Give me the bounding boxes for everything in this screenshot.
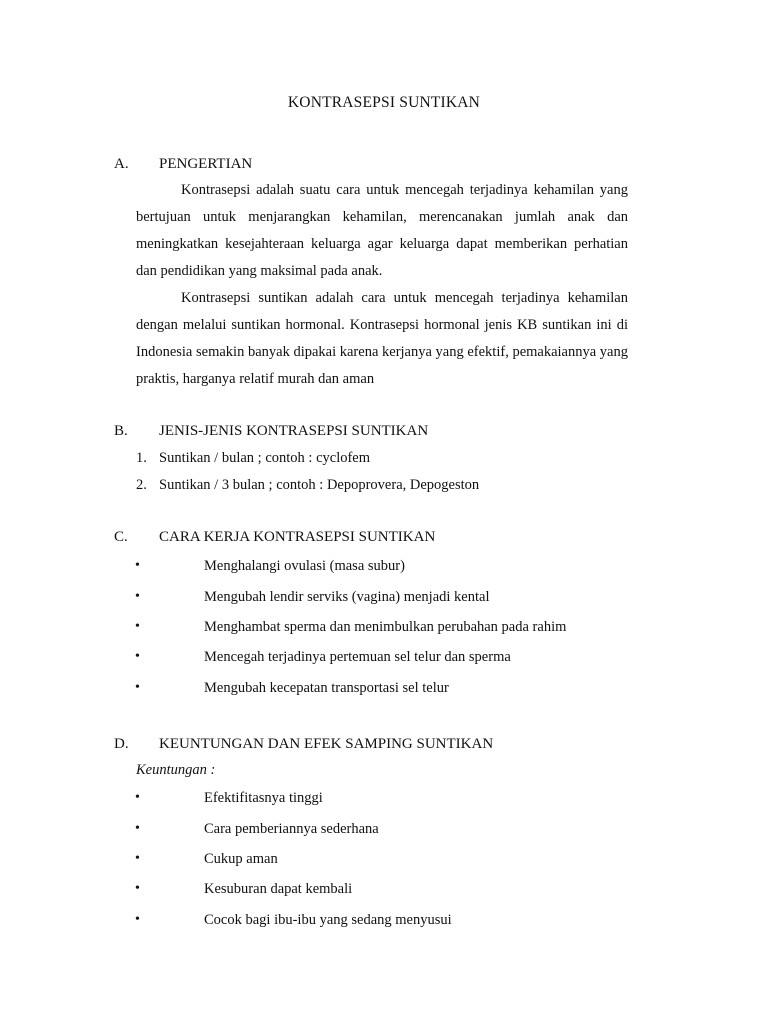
bullet-item-text: Mengubah kecepatan transportasi sel telur bbox=[204, 680, 449, 696]
bullet-icon: • bbox=[135, 649, 140, 664]
list-item-text: Suntikan / 3 bulan ; contoh : Depoprovera, Depogeston bbox=[159, 477, 480, 493]
bullet-icon: • bbox=[135, 790, 140, 805]
section-a-paragraph-1: Kontrasepsi adalah suatu cara untuk mencegah terjadinya kehamilan yang bertujuan untuk menjarangkan kehamilan, merencanakan jumlah anak dan meningkatkan kesejahteraan keluarga agar keluarga dapat memberikan perhatian dan pendidikan yang maksimal pada anak. bbox=[136, 182, 628, 279]
list-item-text: Suntikan / bulan ; contoh : cyclofem bbox=[159, 450, 371, 466]
section-c-letter: C. bbox=[114, 529, 128, 545]
bullet-item-text: Mencegah terjadinya pertemuan sel telur dan sperma bbox=[204, 649, 511, 665]
bullet-item-text: Menghambat sperma dan menimbulkan perubahan pada rahim bbox=[204, 619, 567, 635]
section-d-heading: KEUNTUNGAN DAN EFEK SAMPING SUNTIKAN bbox=[159, 736, 494, 752]
bullet-icon: • bbox=[135, 821, 140, 836]
bullet-item-text: Efektifitasnya tinggi bbox=[204, 790, 323, 806]
document-title: KONTRASEPSI SUNTIKAN bbox=[287, 94, 481, 111]
section-c-heading: CARA KERJA KONTRASEPSI SUNTIKAN bbox=[159, 529, 436, 545]
bullet-icon: • bbox=[135, 851, 140, 866]
bullet-item-text: Kesuburan dapat kembali bbox=[204, 881, 353, 897]
bullet-icon: • bbox=[135, 881, 140, 896]
section-a-letter: A. bbox=[114, 156, 129, 172]
section-d-subheading: Keuntungan : bbox=[136, 762, 216, 778]
bullet-item-text: Cara pemberiannya sederhana bbox=[204, 821, 379, 837]
list-item-number: 1. bbox=[136, 450, 147, 466]
bullet-icon: • bbox=[135, 558, 140, 573]
section-a-heading: PENGERTIAN bbox=[159, 156, 253, 172]
bullet-item-text: Menghalangi ovulasi (masa subur) bbox=[204, 558, 405, 574]
section-d-letter: D. bbox=[114, 736, 129, 752]
bullet-icon: • bbox=[135, 619, 140, 634]
bullet-icon: • bbox=[135, 912, 140, 927]
list-item-number: 2. bbox=[136, 477, 147, 493]
bullet-item-text: Cocok bagi ibu-ibu yang sedang menyusui bbox=[204, 912, 452, 928]
bullet-icon: • bbox=[135, 680, 140, 695]
bullet-icon: • bbox=[135, 589, 140, 604]
bullet-item-text: Cukup aman bbox=[204, 851, 278, 867]
section-b-heading: JENIS-JENIS KONTRASEPSI SUNTIKAN bbox=[159, 423, 429, 439]
section-b-letter: B. bbox=[114, 423, 128, 439]
bullet-item-text: Mengubah lendir serviks (vagina) menjadi kental bbox=[204, 589, 490, 605]
section-a-paragraph-2: Kontrasepsi suntikan adalah cara untuk mencegah terjadinya kehamilan dengan melalui suntikan hormonal. Kontrasepsi hormonal jenis KB suntikan ini di Indonesia semakin banyak dipakai karena kerjanya yang efektif, pemakaiannya yang praktis, harganya relatif murah dan aman bbox=[136, 290, 628, 387]
